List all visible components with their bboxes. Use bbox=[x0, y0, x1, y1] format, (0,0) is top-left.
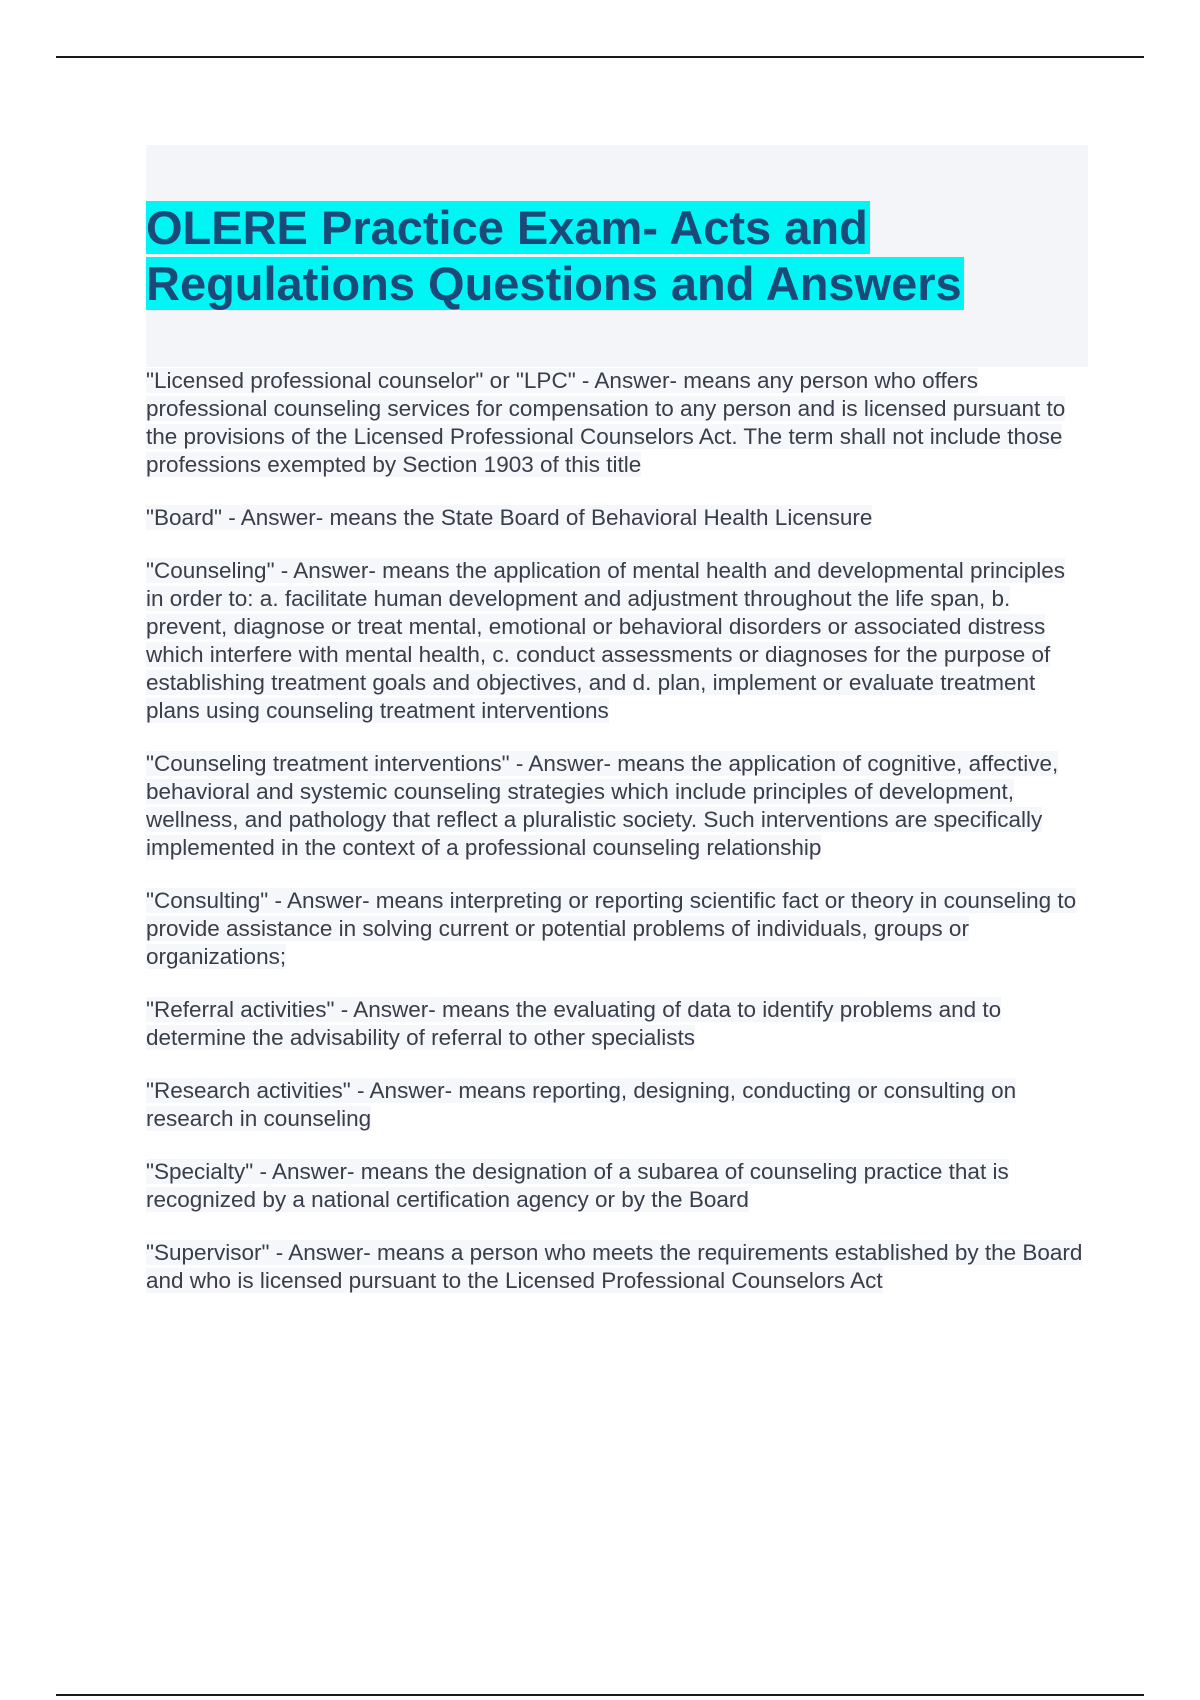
page-title bbox=[146, 200, 1046, 312]
qa-entry-supervisor bbox=[146, 1239, 1088, 1295]
qa-entry-text: "Licensed professional counselor" or "LPC" - Answer- means any person who offers professional counseling services for compensation to any person and is licensed pursuant to the provisions of the Licensed Professional Counselors Act. The term shall not include those professions exempted by Section 1903 of this title bbox=[146, 368, 1066, 477]
qa-entry-board bbox=[146, 504, 1088, 532]
top-rule bbox=[56, 56, 1144, 58]
qa-entry-text: "Counseling treatment interventions" - Answer- means the application of cognitive, affective, behavioral and systemic counseling strategies which include principles of development, wellness, and pathology that reflect a pluralistic society. Such interventions are specifically implemented in the context of a professional counseling relationship bbox=[146, 751, 1059, 860]
qa-entry-text: "Counseling" - Answer- means the application of mental health and developmental principles in order to: a. facilitate human development and adjustment throughout the life span, b. prevent, diagnose or treat mental, emotional or behavioral disorders or associated distress which interfere with mental health, c. conduct assessments or diagnoses for the purpose of establishing treatment goals and objectives, and d. plan, implement or evaluate treatment plans using counseling treatment interventions bbox=[146, 558, 1066, 723]
title-highlight: OLERE Practice Exam- Acts and Regulations Questions and Answers bbox=[146, 201, 962, 310]
qa-entry-specialty bbox=[146, 1158, 1088, 1214]
qa-entry-text: "Specialty" - Answer- means the designation of a subarea of counseling practice that is recognized by a national certification agency or by the Board bbox=[146, 1159, 1009, 1212]
qa-entry-counseling-treatment-interventions bbox=[146, 750, 1088, 862]
qa-entry-counseling bbox=[146, 557, 1088, 725]
qa-entry-lpc bbox=[146, 367, 1088, 479]
qa-entry-text: "Consulting" - Answer- means interpreting or reporting scientific fact or theory in counseling to provide assistance in solving current or potential problems of individuals, groups or organizations; bbox=[146, 888, 1077, 969]
qa-entry-research-activities bbox=[146, 1077, 1088, 1133]
qa-entry-consulting bbox=[146, 887, 1088, 971]
qa-entry-referral-activities bbox=[146, 996, 1088, 1052]
qa-entry-text: "Supervisor" - Answer- means a person who meets the requirements established by the Board and who is licensed pursuant to the Licensed Professional Counselors Act bbox=[146, 1240, 1083, 1293]
qa-entry-text: "Board" - Answer- means the State Board of Behavioral Health Licensure bbox=[146, 505, 873, 530]
qa-list bbox=[146, 367, 1088, 1320]
bottom-rule bbox=[56, 1694, 1144, 1696]
qa-entry-text: "Research activities" - Answer- means reporting, designing, conducting or consulting on research in counseling bbox=[146, 1078, 1017, 1131]
qa-entry-text: "Referral activities" - Answer- means the evaluating of data to identify problems and to determine the advisability of referral to other specialists bbox=[146, 997, 1002, 1050]
